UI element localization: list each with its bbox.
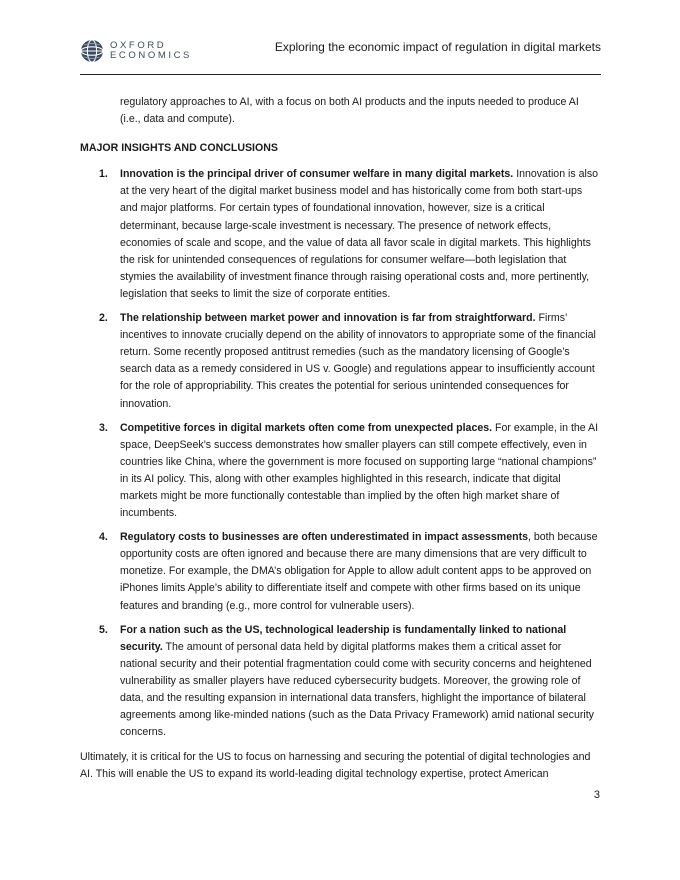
- page-header: [80, 34, 601, 74]
- insight-body: Innovation is also at the very heart of the digital market business model and has historically come from both start-ups and major platforms. For certain types of foundational innovation, however, size is a critical determinant, because large-scale investment is necessary. The presence of network effects, economies of scale and scope, and the value of data all favor scale in digital markets. This highlights the risk for unintended consequences of regulations for consumer welfare—both legislation that stymies the availability of investment finance through raising operational costs and, more pertinently, legislation that seeks to limit the size of corporate entities.: [120, 168, 599, 300]
- header-divider: [80, 74, 601, 75]
- insight-body: The amount of personal data held by digital platforms makes them a critical asset for national security and their potential fragmentation could come with security concerns and heightened vulnerability as smaller players have reduced cybersecurity budgets. Moreover, the growing role of data, and the resulting expansion in international data transfers, highlight the importance of bilateral agreements among like-minded nations (such as the Data Privacy Framework) amid national security concerns.: [120, 640, 594, 739]
- page-body: [80, 94, 601, 783]
- logo-wordmark: [110, 41, 192, 61]
- insight-number: 3.: [99, 421, 108, 434]
- page-number: 3: [593, 789, 600, 801]
- header-title: Exploring the economic impact of regulation in digital markets: [274, 40, 601, 54]
- insight-lead: The relationship between market power and innovation is far from straightforward.: [120, 312, 536, 325]
- insights-list: [80, 166, 601, 741]
- insight-number: 2.: [99, 312, 108, 325]
- insight-number: 1.: [99, 168, 108, 181]
- insight-item-5: [80, 622, 601, 742]
- logo-line-2: ECONOMICS: [110, 50, 192, 61]
- section-heading: MAJOR INSIGHTS AND CONCLUSIONS: [80, 142, 278, 155]
- insight-number: 5.: [99, 623, 108, 636]
- insight-item-2: [80, 310, 601, 413]
- insight-item-1: [80, 166, 601, 303]
- insight-lead: Regulatory costs to businesses are often underestimated in impact assessments: [120, 531, 528, 544]
- insight-body: For example, in the AI space, DeepSeek’s success demonstrates how smaller players can still compete effectively, even in countries like China, where the government is more focused on supporting large “national champions” in its AI policy. This, along with other examples highlighted in this research, indicate that digital markets might be more functionally contestable than implied by the often high market share of incumbents.: [120, 421, 599, 520]
- continuation-paragraph: regulatory approaches to AI, with a focus on both AI products and the inputs needed to produce AI (i.e., data and compute).: [120, 96, 579, 126]
- oxford-economics-logo: [80, 38, 192, 64]
- globe-icon: [80, 39, 104, 63]
- insight-lead: For a nation such as the US, technological leadership is fundamentally linked to national security.: [120, 623, 567, 653]
- insight-body: Firms’ incentives to innovate crucially depend on the ability of innovators to appropriate some of the financial return. Some recently proposed antitrust remedies (such as the mandatory licensing of Google’s search data as a remedy considered in US v. Google) and regulations appear to insufficiently account for the role of appropriability. This creates the potential for serious unintended consequences for innovation.: [120, 312, 596, 410]
- insight-item-3: [80, 420, 601, 523]
- closing-paragraph: Ultimately, it is critical for the US to focus on harnessing and securing the potential of digital technologies and AI. This will enable the US to expand its world-leading digital technology expertise, protect American: [80, 751, 591, 781]
- insight-number: 4.: [99, 531, 108, 544]
- insight-lead: Competitive forces in digital markets often come from unexpected places.: [120, 421, 493, 434]
- insight-body: , both because opportunity costs are often ignored and because there are many dimensions that are very difficult to monetize. For example, the DMA’s obligation for Apple to allow adult content apps to be approved on iPhones limits Apple’s ability to differentiate itself and compete with other firms based on its unique features and branding (e.g., more control for vulnerable users).: [120, 531, 598, 612]
- logo-line-1: OXFORD: [110, 40, 167, 51]
- insight-item-4: [80, 529, 601, 614]
- insight-lead: Innovation is the principal driver of consumer welfare in many digital markets.: [120, 168, 514, 181]
